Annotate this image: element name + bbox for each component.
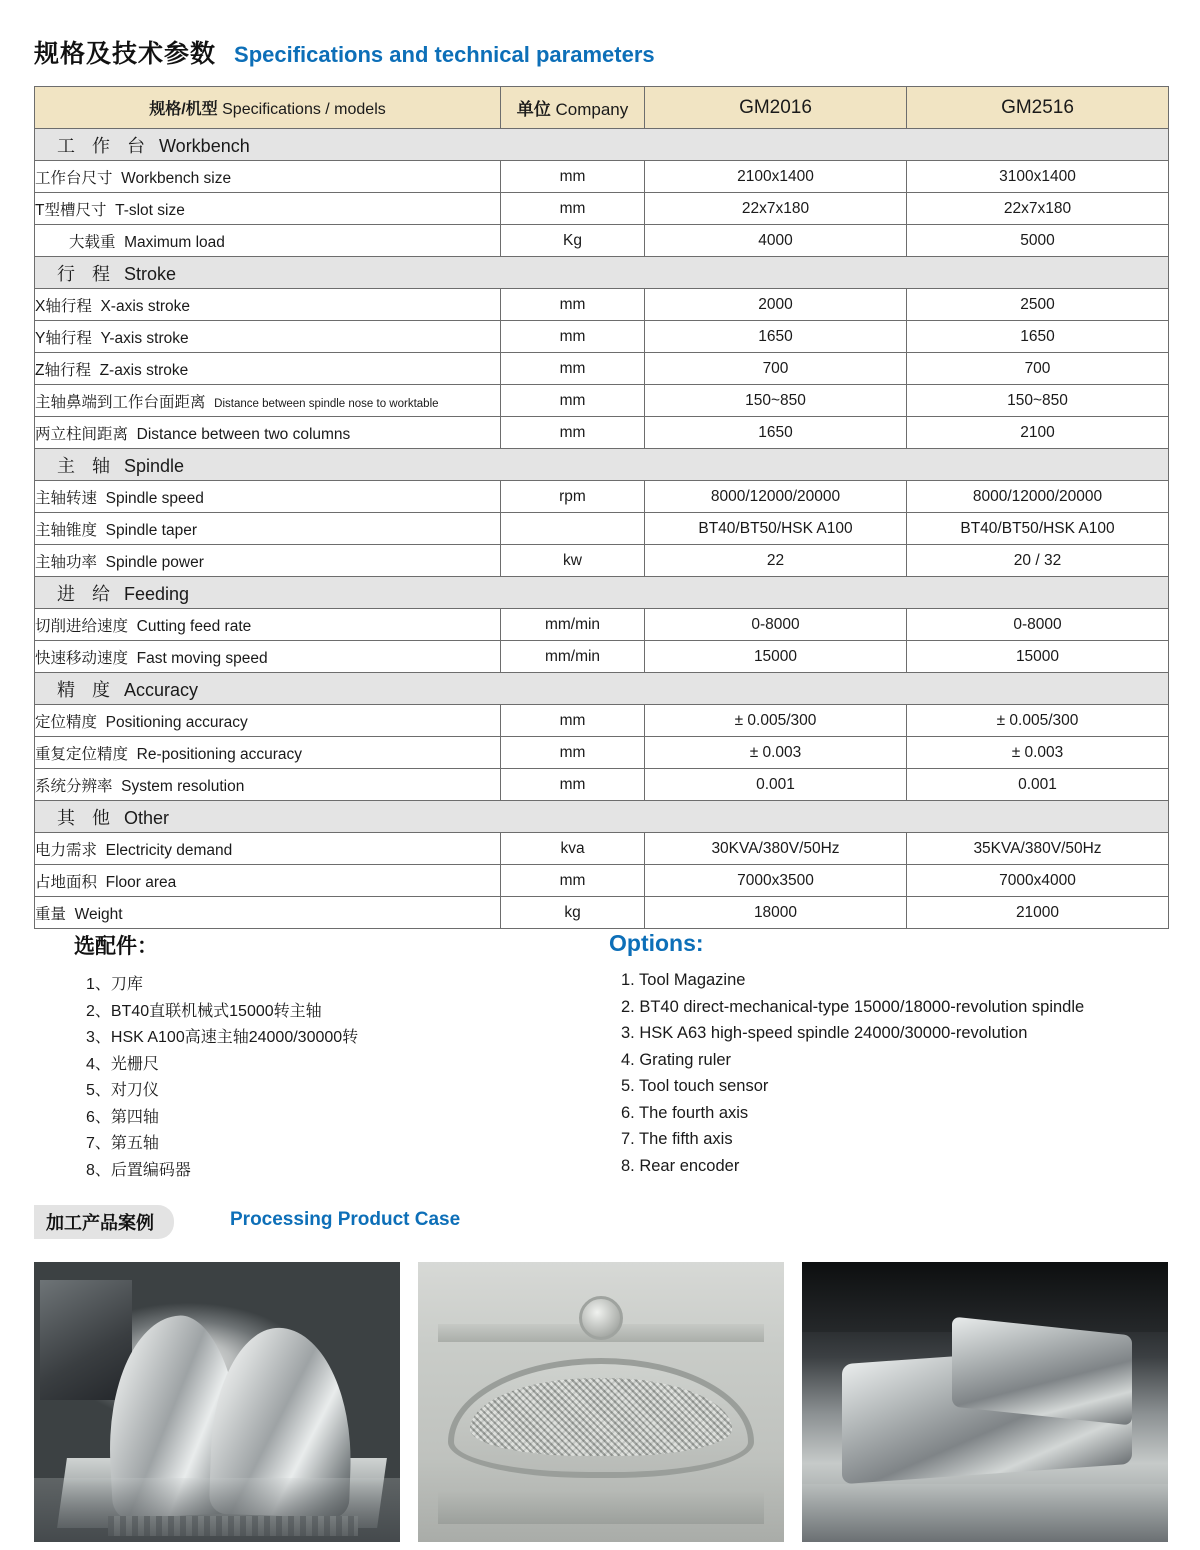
header-unit-cell bbox=[501, 87, 645, 129]
table-section-label bbox=[35, 129, 1169, 161]
row-label-cn: X轴行程 bbox=[35, 297, 92, 315]
row-value-model-1: 18000 bbox=[645, 897, 907, 929]
row-unit-cell: Kg bbox=[501, 225, 645, 257]
row-label-en: Weight bbox=[74, 905, 123, 923]
table-row bbox=[35, 225, 1169, 257]
row-value-model-2: ± 0.005/300 bbox=[907, 705, 1169, 737]
row-value-model-1: 150~850 bbox=[645, 385, 907, 417]
row-label-cell bbox=[35, 865, 501, 897]
row-label-cell bbox=[35, 481, 501, 513]
row-label-cell bbox=[35, 609, 501, 641]
header-spec-en: Specifications / models bbox=[222, 101, 386, 118]
table-section-label bbox=[35, 801, 1169, 833]
option-item: 8. Rear encoder bbox=[621, 1156, 740, 1175]
row-label-en: Y-axis stroke bbox=[100, 329, 189, 347]
row-label-cn: 电力需求 bbox=[35, 841, 98, 859]
option-item: 4、光栅尺 bbox=[86, 1055, 159, 1073]
row-unit-cell: kva bbox=[501, 833, 645, 865]
table-row bbox=[35, 481, 1169, 513]
table-row bbox=[35, 769, 1169, 801]
row-unit-cell: mm bbox=[501, 321, 645, 353]
row-value-model-1: 15000 bbox=[645, 641, 907, 673]
row-label-en: System resolution bbox=[121, 777, 245, 795]
row-value-model-1: 4000 bbox=[645, 225, 907, 257]
row-label-cell bbox=[35, 641, 501, 673]
table-section-row bbox=[35, 801, 1169, 833]
row-label-cn: 工作台尺寸 bbox=[35, 169, 113, 187]
row-label-cell bbox=[35, 737, 501, 769]
header-spec-cn: 规格/机型 bbox=[149, 101, 218, 118]
option-item: 6、第四轴 bbox=[86, 1108, 159, 1126]
row-label-cn: 主轴转速 bbox=[35, 489, 98, 507]
row-label-cn: Y轴行程 bbox=[35, 329, 92, 347]
table-row bbox=[35, 641, 1169, 673]
row-value-model-1: 7000x3500 bbox=[645, 865, 907, 897]
row-label-cell bbox=[35, 225, 501, 257]
table-row bbox=[35, 353, 1169, 385]
photo1-slot-strip bbox=[108, 1516, 358, 1536]
row-unit-cell: mm bbox=[501, 769, 645, 801]
table-section-row bbox=[35, 129, 1169, 161]
specifications-table bbox=[34, 86, 1169, 929]
options-title-cn: 选配件： bbox=[74, 935, 158, 958]
header-spec-cell bbox=[35, 87, 501, 129]
photo3-cavity-upper bbox=[952, 1317, 1132, 1426]
row-value-model-2: 150~850 bbox=[907, 385, 1169, 417]
table-section-en: Workbench bbox=[159, 135, 250, 156]
row-label-cell bbox=[35, 513, 501, 545]
case-title-en: Processing Product Case bbox=[230, 1209, 461, 1230]
row-label-cn: 占地面积 bbox=[35, 873, 98, 891]
table-section-label bbox=[35, 673, 1169, 705]
option-item: 1、刀库 bbox=[86, 976, 143, 993]
row-value-model-1: BT40/BT50/HSK A100 bbox=[645, 513, 907, 545]
option-item: 5、对刀仪 bbox=[86, 1082, 159, 1099]
options-title-en: Options: bbox=[609, 930, 704, 956]
photo1-dome-right bbox=[209, 1326, 355, 1519]
row-unit-cell bbox=[501, 513, 645, 545]
row-value-model-2: 15000 bbox=[907, 641, 1169, 673]
options-list-en bbox=[609, 967, 1168, 1179]
row-label-cn: 大载重 bbox=[69, 233, 116, 251]
table-row bbox=[35, 737, 1169, 769]
row-label-en: Positioning accuracy bbox=[105, 713, 248, 731]
row-value-model-1: 1650 bbox=[645, 321, 907, 353]
page-title bbox=[34, 34, 655, 70]
row-unit-cell: mm bbox=[501, 193, 645, 225]
header-unit-en: Company bbox=[555, 100, 629, 119]
case-photo-3 bbox=[802, 1262, 1168, 1542]
table-section-en: Other bbox=[124, 807, 170, 828]
table-section-en: Feeding bbox=[124, 583, 190, 604]
table-header-row bbox=[35, 87, 1169, 129]
table-section-en: Spindle bbox=[124, 455, 185, 476]
row-label-cell bbox=[35, 705, 501, 737]
table-section-cn: 行 程 bbox=[57, 263, 117, 284]
option-item: 3. HSK A63 high-speed spindle 24000/30000-revolution bbox=[621, 1024, 1028, 1042]
row-label-cell bbox=[35, 769, 501, 801]
option-item: 6. The fourth axis bbox=[621, 1103, 749, 1122]
row-label-cn: T型槽尺寸 bbox=[35, 201, 107, 219]
case-heading bbox=[34, 1205, 1168, 1239]
row-unit-cell: mm bbox=[501, 161, 645, 193]
row-value-model-1: 0.001 bbox=[645, 769, 907, 801]
table-row bbox=[35, 545, 1169, 577]
row-value-model-2: 700 bbox=[907, 353, 1169, 385]
row-value-model-1: 2000 bbox=[645, 289, 907, 321]
row-value-model-1: ± 0.003 bbox=[645, 737, 907, 769]
table-row bbox=[35, 385, 1169, 417]
row-label-en: Electricity demand bbox=[105, 841, 233, 859]
row-label-cn: 切削进给速度 bbox=[35, 617, 129, 635]
row-label-cell bbox=[35, 417, 501, 449]
case-tab-cn: 加工产品案例 bbox=[34, 1205, 174, 1239]
table-row bbox=[35, 193, 1169, 225]
row-value-model-2: 3100x1400 bbox=[907, 161, 1169, 193]
table-section-cn: 其 他 bbox=[57, 807, 117, 828]
row-value-model-2: 5000 bbox=[907, 225, 1169, 257]
case-photo-1 bbox=[34, 1262, 400, 1542]
row-label-cell bbox=[35, 833, 501, 865]
option-item: 2. BT40 direct-mechanical-type 15000/18000-revolution spindle bbox=[621, 997, 1085, 1016]
row-unit-cell: mm/min bbox=[501, 641, 645, 673]
header-unit-cn: 单位 bbox=[516, 100, 551, 119]
table-section-row bbox=[35, 257, 1169, 289]
row-value-model-1: 22x7x180 bbox=[645, 193, 907, 225]
photo3-base bbox=[802, 1484, 1168, 1542]
row-label-cn: Z轴行程 bbox=[35, 361, 91, 379]
row-label-en: Cutting feed rate bbox=[136, 617, 252, 635]
row-label-cn: 两立柱间距离 bbox=[35, 425, 129, 443]
row-unit-cell: mm bbox=[501, 289, 645, 321]
row-label-en: Re-positioning accuracy bbox=[136, 745, 303, 763]
row-value-model-2: 2500 bbox=[907, 289, 1169, 321]
row-label-en: Fast moving speed bbox=[136, 649, 268, 667]
option-item: 1. Tool Magazine bbox=[621, 971, 746, 989]
option-item: 7、第五轴 bbox=[86, 1135, 159, 1152]
row-label-en: Spindle power bbox=[105, 553, 204, 571]
row-value-model-2: 20 / 32 bbox=[907, 545, 1169, 577]
table-section-en: Stroke bbox=[124, 263, 177, 284]
table-section-cn: 精 度 bbox=[57, 679, 117, 700]
row-label-cn: 系统分辨率 bbox=[35, 777, 113, 795]
row-label-cell bbox=[35, 161, 501, 193]
row-unit-cell: kg bbox=[501, 897, 645, 929]
row-label-cell bbox=[35, 289, 501, 321]
row-value-model-1: 22 bbox=[645, 545, 907, 577]
row-value-model-1: 1650 bbox=[645, 417, 907, 449]
table-row bbox=[35, 865, 1169, 897]
photo2-grille-mesh bbox=[470, 1378, 732, 1456]
row-label-cell bbox=[35, 193, 501, 225]
table-section-label bbox=[35, 257, 1169, 289]
row-label-en: Maximum load bbox=[124, 233, 225, 251]
row-unit-cell: mm bbox=[501, 705, 645, 737]
row-value-model-2: 0.001 bbox=[907, 769, 1169, 801]
row-label-en: Z-axis stroke bbox=[99, 361, 189, 379]
row-label-cn: 主轴功率 bbox=[35, 553, 98, 571]
photo2-grille-frame bbox=[448, 1358, 754, 1478]
page-title-en: Specifications and technical parameters bbox=[234, 42, 655, 67]
row-value-model-1: 0-8000 bbox=[645, 609, 907, 641]
options-chinese bbox=[34, 930, 601, 1184]
row-label-cell bbox=[35, 545, 501, 577]
option-item: 2、BT40直联机械式15000转主轴 bbox=[86, 1002, 322, 1020]
table-row bbox=[35, 833, 1169, 865]
row-value-model-2: 7000x4000 bbox=[907, 865, 1169, 897]
row-unit-cell: mm bbox=[501, 417, 645, 449]
row-label-cn: 重量 bbox=[35, 905, 67, 923]
row-label-en: Spindle speed bbox=[105, 489, 204, 507]
row-value-model-1: 700 bbox=[645, 353, 907, 385]
row-value-model-2: 21000 bbox=[907, 897, 1169, 929]
case-photo-2 bbox=[418, 1262, 784, 1542]
row-value-model-2: 8000/12000/20000 bbox=[907, 481, 1169, 513]
row-value-model-1: 30KVA/380V/50Hz bbox=[645, 833, 907, 865]
row-unit-cell: rpm bbox=[501, 481, 645, 513]
table-section-label bbox=[35, 449, 1169, 481]
row-label-en: T-slot size bbox=[115, 201, 185, 219]
row-value-model-2: 1650 bbox=[907, 321, 1169, 353]
row-unit-cell: mm bbox=[501, 353, 645, 385]
row-value-model-2: ± 0.003 bbox=[907, 737, 1169, 769]
row-label-en: X-axis stroke bbox=[100, 297, 191, 315]
row-unit-cell: mm bbox=[501, 385, 645, 417]
option-item: 5. Tool touch sensor bbox=[621, 1077, 769, 1095]
option-item: 7. The fifth axis bbox=[621, 1130, 733, 1148]
option-item: 4. Grating ruler bbox=[621, 1050, 732, 1069]
row-unit-cell: mm bbox=[501, 737, 645, 769]
table-row bbox=[35, 897, 1169, 929]
row-value-model-2: 22x7x180 bbox=[907, 193, 1169, 225]
options-section bbox=[34, 930, 1168, 1184]
header-model-2: GM2516 bbox=[907, 87, 1169, 129]
options-english bbox=[601, 930, 1168, 1184]
row-value-model-2: 0-8000 bbox=[907, 609, 1169, 641]
table-section-cn: 主 轴 bbox=[57, 455, 117, 476]
table-section-label bbox=[35, 577, 1169, 609]
photo2-emblem bbox=[579, 1296, 623, 1340]
table-row bbox=[35, 513, 1169, 545]
table-section-cn: 工 作 台 bbox=[57, 135, 152, 156]
case-photo-row bbox=[34, 1262, 1168, 1542]
row-unit-cell: mm/min bbox=[501, 609, 645, 641]
photo2-bottom-bar bbox=[438, 1490, 764, 1524]
table-row bbox=[35, 417, 1169, 449]
row-value-model-2: BT40/BT50/HSK A100 bbox=[907, 513, 1169, 545]
row-label-cn: 重复定位精度 bbox=[35, 745, 129, 763]
table-row bbox=[35, 321, 1169, 353]
row-value-model-2: 2100 bbox=[907, 417, 1169, 449]
row-value-model-1: 2100x1400 bbox=[645, 161, 907, 193]
table-row bbox=[35, 705, 1169, 737]
row-label-en: Distance between two columns bbox=[136, 425, 351, 443]
table-section-cn: 进 给 bbox=[57, 583, 117, 604]
option-item: 8、后置编码器 bbox=[86, 1161, 191, 1179]
options-list-cn bbox=[74, 972, 601, 1184]
row-label-en: Distance between spindle nose to worktable bbox=[214, 397, 439, 410]
row-value-model-1: 8000/12000/20000 bbox=[645, 481, 907, 513]
row-label-cell bbox=[35, 385, 501, 417]
option-item: 3、HSK A100高速主轴24000/30000转 bbox=[86, 1029, 359, 1046]
row-label-en: Workbench size bbox=[121, 169, 232, 187]
table-row bbox=[35, 289, 1169, 321]
table-section-row bbox=[35, 577, 1169, 609]
row-label-cn: 主轴锥度 bbox=[35, 521, 98, 539]
row-label-cell bbox=[35, 321, 501, 353]
header-model-1: GM2016 bbox=[645, 87, 907, 129]
table-section-row bbox=[35, 449, 1169, 481]
table-section-row bbox=[35, 673, 1169, 705]
row-unit-cell: mm bbox=[501, 865, 645, 897]
row-label-en: Spindle taper bbox=[105, 521, 197, 539]
row-label-cell bbox=[35, 353, 501, 385]
row-label-cn: 主轴鼻端到工作台面距离 bbox=[35, 393, 206, 411]
row-value-model-1: ± 0.005/300 bbox=[645, 705, 907, 737]
table-row bbox=[35, 161, 1169, 193]
page-title-cn: 规格及技术参数 bbox=[34, 40, 217, 68]
row-label-en: Floor area bbox=[105, 873, 177, 891]
table-section-en: Accuracy bbox=[124, 679, 199, 700]
row-unit-cell: kw bbox=[501, 545, 645, 577]
table-row bbox=[35, 609, 1169, 641]
row-label-cn: 快速移动速度 bbox=[35, 649, 129, 667]
row-label-cell bbox=[35, 897, 501, 929]
row-label-cn: 定位精度 bbox=[35, 713, 98, 731]
row-value-model-2: 35KVA/380V/50Hz bbox=[907, 833, 1169, 865]
